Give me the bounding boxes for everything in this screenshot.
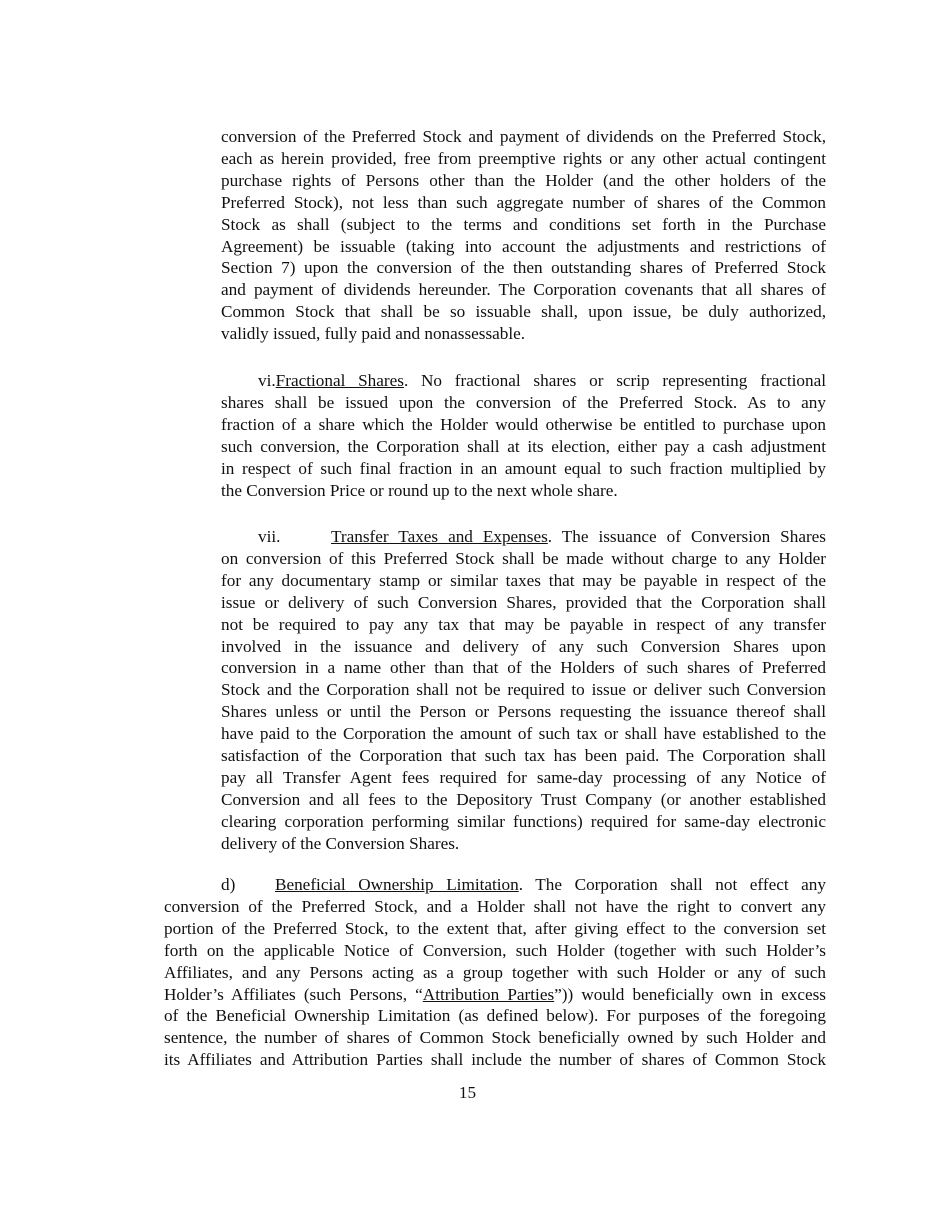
paragraph-transfer-taxes xyxy=(221,526,826,855)
text-line: forth on the applicable Notice of Conversion, such Holder (together with such Holder’s xyxy=(164,940,826,960)
text-line: Agreement) be issuable (taking into account the adjustments and restrictions of xyxy=(221,236,826,256)
text-line: not be required to pay any tax that may be payable in respect of any transfer xyxy=(221,614,826,634)
paragraph-fractional-shares xyxy=(221,370,826,501)
text-line: Conversion and all fees to the Depository Trust Company (or another established xyxy=(221,789,826,809)
text-line: such conversion, the Corporation shall at its election, either pay a cash adjustment xyxy=(221,436,826,456)
text-line: clearing corporation performing similar functions) required for same-day electronic xyxy=(221,811,826,831)
text-line xyxy=(221,370,826,392)
text-line: conversion of the Preferred Stock, and a Holder shall not have the right to convert any xyxy=(164,896,826,916)
section-number: vii. xyxy=(258,527,281,546)
text-line: each as herein provided, free from preemptive rights or any other actual contingent xyxy=(221,148,826,168)
section-heading: Fractional Shares xyxy=(275,371,404,390)
text-line: involved in the issuance and delivery of any such Conversion Shares upon xyxy=(221,636,826,656)
text-line: its Affiliates and Attribution Parties shall include the number of shares of Common Stock xyxy=(164,1050,826,1070)
section-heading: Transfer Taxes and Expenses xyxy=(331,527,548,546)
text-line: conversion in a name other than that of the Holders of such shares of Preferred xyxy=(221,658,826,678)
text-line: shares shall be issued upon the conversion of the Preferred Stock. As to any xyxy=(221,392,826,412)
text-fragment: . The issuance of Conversion Shares xyxy=(547,527,826,546)
text-line xyxy=(221,526,826,548)
text-line: sentence, the number of shares of Common Stock beneficially owned by such Holder and xyxy=(164,1028,826,1048)
text-line: Section 7) upon the conversion of the then outstanding shares of Preferred Stock xyxy=(221,258,826,278)
text-line: Stock as shall (subject to the terms and conditions set forth in the Purchase xyxy=(221,214,826,234)
text-line: purchase rights of Persons other than the Holder (and the other holders of the xyxy=(221,170,826,190)
text-line: Stock and the Corporation shall not be required to issue or deliver such Conversion xyxy=(221,680,826,700)
section-heading: Beneficial Ownership Limitation xyxy=(275,875,519,894)
text-fragment: . No fractional shares or scrip representing fractional xyxy=(403,371,826,390)
paragraph-beneficial-ownership xyxy=(164,874,826,1071)
text-line: pay all Transfer Agent fees required for same-day processing of any Notice of xyxy=(221,767,826,787)
text-line: Shares unless or until the Person or Persons requesting the issuance thereof shall xyxy=(221,702,826,722)
text-line: of the Beneficial Ownership Limitation (as defined below). For purposes of the foregoing xyxy=(164,1006,826,1026)
text-line: for any documentary stamp or similar taxes that may be payable in respect of the xyxy=(221,570,826,590)
section-number: vi. xyxy=(258,371,276,390)
text-line: conversion of the Preferred Stock and payment of dividends on the Preferred Stock, xyxy=(221,127,826,146)
paragraph-continuation xyxy=(221,126,826,345)
text-line xyxy=(164,874,826,896)
text-line: the Conversion Price or round up to the next whole share. xyxy=(221,480,618,500)
text-line: portion of the Preferred Stock, to the extent that, after giving effect to the conversion set xyxy=(164,918,826,938)
page-number: 15 xyxy=(458,1083,477,1102)
text-line: delivery of the Conversion Shares. xyxy=(221,833,460,853)
text-line: issue or delivery of such Conversion Shares, provided that the Corporation shall xyxy=(221,592,826,612)
text-line: validly issued, fully paid and nonassessable. xyxy=(221,324,526,344)
text-fragment: Holder’s Affiliates (such Persons, “ xyxy=(164,984,423,1004)
text-line: have paid to the Corporation the amount of such tax or shall have established to the xyxy=(221,724,826,744)
text-line: satisfaction of the Corporation that such tax has been paid. The Corporation shall xyxy=(221,746,826,766)
text-fragment: ”)) would beneficially own in excess xyxy=(554,984,826,1004)
text-line: Preferred Stock), not less than such aggregate number of shares of the Common xyxy=(221,192,826,212)
text-line: and payment of dividends hereunder. The Corporation covenants that all shares of xyxy=(221,280,826,300)
text-line: Common Stock that shall be so issuable shall, upon issue, be duly authorized, xyxy=(221,302,826,322)
text-fragment: . The Corporation shall not effect any xyxy=(518,875,826,894)
text-line: on conversion of this Preferred Stock shall be made without charge to any Holder xyxy=(221,548,826,568)
text-line: Affiliates, and any Persons acting as a group together with such Holder or any of such xyxy=(164,962,826,982)
text-line: in respect of such final fraction in an amount equal to such fraction multiplied by xyxy=(221,458,826,478)
section-number: d) xyxy=(221,875,236,894)
text-line: fraction of a share which the Holder would otherwise be entitled to purchase upon xyxy=(221,414,826,434)
defined-term: Attribution Parties xyxy=(422,984,555,1004)
text-line xyxy=(164,984,826,1006)
